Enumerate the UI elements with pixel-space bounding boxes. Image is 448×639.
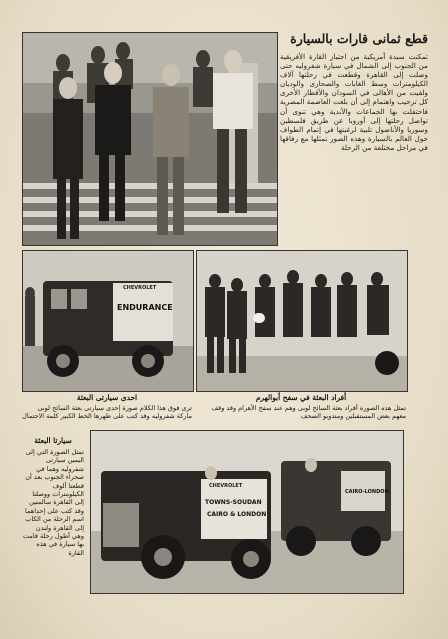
endurance-caption-title: احدى سيارتى البعثة <box>76 393 138 402</box>
members-caption-text: تمثل هذه الصورة أفراد بعثة السائح لوبى وهم عند سفح الأهرام وقد وقف معهم بعض المستقبلين ومندوبو الصحف <box>211 404 406 421</box>
route-line2-lettering: CAIRO & LONDON <box>207 511 267 518</box>
expedition-members-photo <box>196 250 408 392</box>
endurance-caption-text: ترى فوق هذا الكلام صورة إحدى سيارتى بعثة السائح لوبى ماركة شفروليه وقد كتب على ظهرها الخط الكبير كلمة الاحتمال <box>22 404 192 421</box>
two-cars-desert-photo <box>90 430 404 594</box>
article-body: تمكنت سيدة أمريكية من اجتياز القارة الأفريقية من الجنوب إلى الشمال في سيارة شفروليه حتى وصلت إلى القاهرة وقطعت في رحلتها آلاف الكيلومترات وسط الغابات والصحارى والوديان ولقيت من الأهالى في السودان والأقطار الأخرى كل ترحيب واهتمام إلى أن بلغت العاصمة المصرية فاحتفلت بها الجماعات والأندية وهي تنوى أن تواصل رحلتها إلى أوروبا عن طريق فلسطين وسوريا والأناضول تلبية لرغبتها في إتمام الطواف حول العالم بالسيارة وهذه الصور تمثلها مع رفاقها في مراحل مختلفة من الرحلة <box>280 52 428 152</box>
group-on-steps-photo <box>22 32 278 246</box>
endurance-car-photo <box>22 250 194 392</box>
endurance-car-image <box>23 251 193 391</box>
route-small-lettering: CAIRO-LONDON <box>345 489 389 495</box>
endurance-top-lettering: CHEVROLET <box>123 285 157 291</box>
route-top-lettering: CHEVROLET <box>209 483 243 489</box>
endurance-side-lettering: ENDURANCE <box>117 303 173 312</box>
group-on-steps-image <box>23 33 277 245</box>
members-caption-title: أفراد البعثة في سفح أبوالهرم <box>255 393 347 402</box>
two-cars-caption-text: تمثل الصورة التي إلى اليمين سيارتى شفروليه وهما في صحراء الجنوب بعد أن قطعتا ألوف الكيلومترات ووصلتا إلى القاهرة سالمتين وقد كتب على إحداهما اسم الرحلة من الكاب إلى القاهرة ولندن وهي أطول رحلة قامت بها سيارة في هذه القارة <box>23 448 84 557</box>
two-cars-caption-title: سيارتا البعثة <box>34 436 72 445</box>
route-line1-lettering: TOWNS-SOUDAN <box>205 499 262 506</box>
article-headline: قطع ثمانى قارات بالسيارة <box>290 31 428 46</box>
expedition-members-image <box>197 251 407 391</box>
